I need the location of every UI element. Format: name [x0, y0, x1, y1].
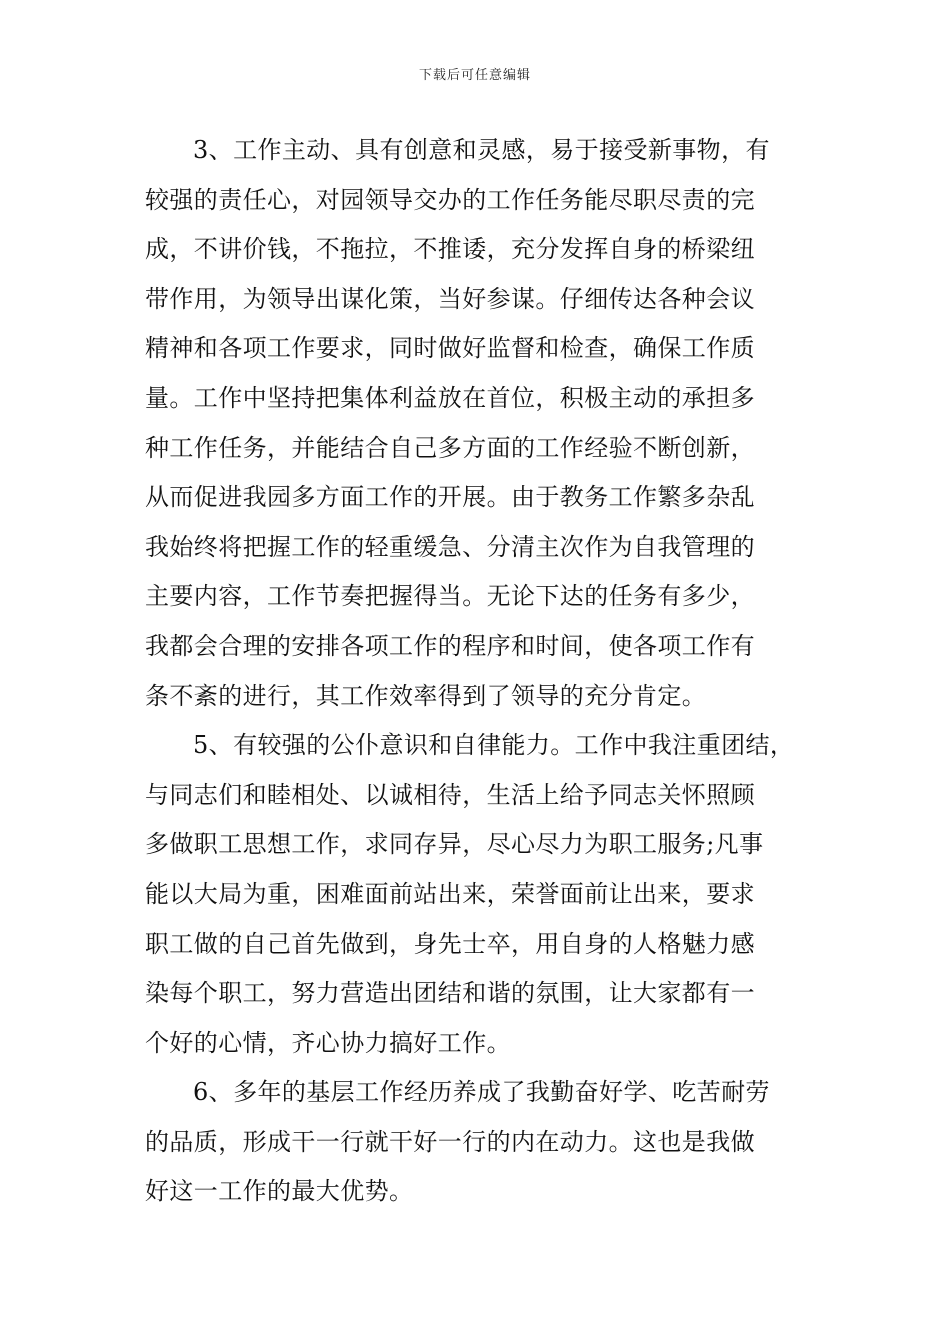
paragraph-line: 能以大局为重，困难面前站出来，荣誉面前让出来，要求: [145, 879, 755, 908]
paragraph-line: 条不紊的进行，其工作效率得到了领导的充分肯定。: [145, 681, 707, 710]
paragraph-line: 3、工作主动、具有创意和灵感，易于接受新事物，有: [193, 136, 770, 164]
paragraph-line: 5、有较强的公仆意识和自律能力。工作中我注重团结，: [193, 731, 795, 760]
paragraph-line: 个好的心情，齐心协力搞好工作。: [145, 1028, 511, 1057]
paragraph-line: 多做职工思想工作，求同存异，尽心尽力为职工服务;凡事: [145, 830, 764, 859]
paragraph-line: 职工做的自己首先做到，身先士卒，用自身的人格魅力感: [145, 929, 755, 958]
paragraph-line: 6、多年的基层工作经历养成了我勤奋好学、吃苦耐劳: [193, 1078, 770, 1107]
paragraph-line: 成，不讲价钱，不拖拉，不推诿，充分发挥自身的桥梁纽: [145, 235, 755, 264]
document-body: [145, 126, 821, 1217]
paragraph-line: 主要内容，工作节奏把握得当。无论下达的任务有多少，: [145, 582, 755, 611]
paragraph-line: 精神和各项工作要求，同时做好监督和检查，确保工作质: [145, 334, 755, 363]
paragraph-item-3: [145, 126, 821, 721]
paragraph-line: 较强的责任心，对园领导交办的工作任务能尽职尽责的完: [145, 185, 755, 214]
paragraph-line: 的品质，形成干一行就干好一行的内在动力。这也是我做: [145, 1127, 755, 1156]
paragraph-line: 从而促进我园多方面工作的开展。由于教务工作繁多杂乱: [145, 483, 755, 512]
paragraph-line: 量。工作中坚持把集体利益放在首位，积极主动的承担多: [145, 383, 755, 412]
page-header: 下载后可任意编辑: [418, 68, 531, 83]
paragraph-line: 好这一工作的最大优势。: [145, 1177, 414, 1206]
paragraph-line: 种工作任务，并能结合自己多方面的工作经验不断创新，: [145, 433, 755, 462]
paragraph-line: 我始终将把握工作的轻重缓急、分清主次作为自我管理的: [145, 532, 755, 561]
paragraph-item-6: [145, 1068, 821, 1217]
paragraph-line: 染每个职工，努力营造出团结和谐的氛围，让大家都有一: [145, 979, 755, 1008]
paragraph-line: 我都会合理的安排各项工作的程序和时间，使各项工作有: [145, 631, 755, 660]
paragraph-item-5: [145, 721, 821, 1068]
paragraph-line: 带作用，为领导出谋化策，当好参谋。仔细传达各种会议: [145, 284, 755, 313]
paragraph-line: 与同志们和睦相处、以诚相待，生活上给予同志关怀照顾: [145, 780, 755, 809]
